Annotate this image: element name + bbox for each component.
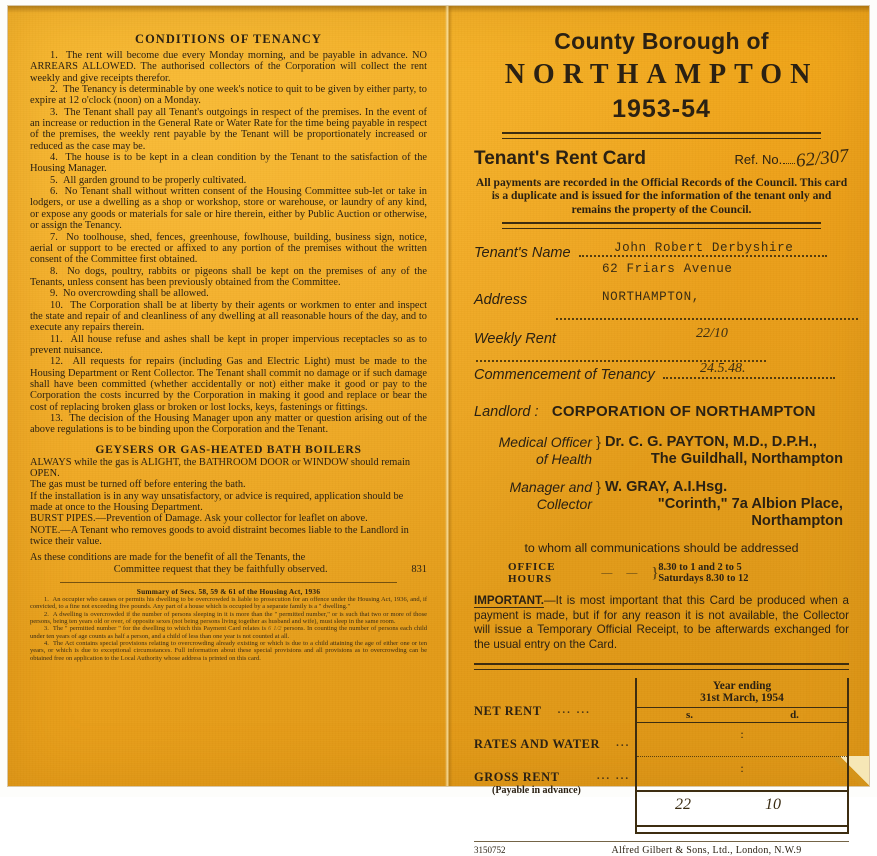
address-line-2: NORTHAMPTON, (602, 290, 700, 305)
clause-1 (30, 50, 427, 84)
tenant-name-label: Tenant's Name (474, 245, 571, 262)
clause-9 (30, 288, 427, 299)
summary-number: 3. (44, 625, 49, 633)
row-leader: ... ... (596, 769, 631, 782)
footer (474, 845, 849, 856)
title-divider (502, 132, 821, 139)
geysers-line-3: If the installation is in any way unsatisfactory, or advice is required, application should be made at once to the Housing Department. (30, 490, 404, 514)
office-hours-label: OFFICE HOURS (508, 561, 556, 586)
year-ending-caption (637, 678, 847, 707)
footer-divider (474, 841, 849, 842)
column-header-shillings: s. (685, 708, 694, 721)
rent-table (474, 678, 849, 834)
center-fold-crease (445, 6, 452, 786)
clause-number: 5. (50, 174, 58, 186)
row-label-rates-water: RATES AND WATER (474, 736, 601, 751)
closing-line-2: Committee request that they be faithfully observed. (113, 563, 328, 575)
summary-text: An occupier who causes or permits his dwelling to be overcrowded is liable to prosecution for an offence under the Housing Act, 1936, and, if convicted, to a fine not exceeding five pounds. Any part of a house which is occupied by a separate family is a " dwelling." (30, 596, 428, 611)
clause-13 (30, 413, 427, 436)
clause-2 (30, 84, 427, 107)
geysers-line-1: ALWAYS while the gas is ALIGHT, the BATHROOM DOOR or WINDOW should remain OPEN. (30, 456, 411, 480)
permitted-number-handwritten: 6 1/2 (268, 625, 282, 633)
row-label-net-rent: NET RENT (474, 703, 542, 718)
summary-item-3 (30, 625, 427, 640)
column-separator: : (740, 726, 744, 741)
left-page (8, 6, 445, 786)
rent-amount-box (635, 678, 849, 834)
medical-officer-value-line2: The Guildhall, Northampton (650, 451, 843, 468)
rent-table-labels (474, 678, 635, 834)
page-title: Tenant's Rent Card (474, 148, 647, 169)
clause-text: No overcrowding shall be allowed. (63, 288, 209, 300)
table-row (474, 704, 635, 737)
geysers-heading: GEYSERS OR GAS-HEATED BATH BOILERS (95, 442, 362, 456)
clause-text: The rent will become due every Monday morning, and be payable in advance. NO ARREARS ALLOWED. The authorised collectors of the Corporation will collect the rent weekly and give receipts therefor. (30, 50, 427, 84)
weekly-rent-field (474, 326, 849, 350)
commencement-leader (663, 365, 835, 379)
cell-gross-rent[interactable] (637, 792, 847, 825)
row-leader: ... (616, 736, 631, 749)
reference-number-field (734, 145, 850, 172)
gross-rent-label: GROSS RENT (474, 769, 560, 784)
important-notice (474, 594, 849, 652)
council-notice: All payments are recorded in the Official Records of the Council. This card is a duplicate and is issued for the information of the tenant only and remains the property of the Council. (475, 176, 848, 216)
clause-12 (30, 356, 427, 413)
clause-text: The Tenancy is determinable by one week's notice to quit to be given by either party, to expire at 12 o'clock (noon) on a Monday. (30, 84, 427, 107)
summary-item-1 (30, 596, 427, 611)
medical-officer-label-line2: of Health (535, 451, 592, 468)
summary-item-2 (30, 611, 427, 626)
address-line-1: 62 Friars Avenue (602, 262, 733, 277)
medical-officer-label-line1: Medical Officer (498, 434, 592, 451)
footer-publisher: Alfred Gilbert & Sons, Ltd., London, N.W.9 (611, 844, 802, 856)
clause-7 (30, 232, 427, 266)
communications-note: to whom all communications should be addressed (524, 541, 799, 556)
title-northampton: NORTHAMPTON (504, 59, 819, 90)
clause-10 (30, 300, 427, 334)
clause-5 (30, 175, 427, 186)
commencement-field (474, 361, 849, 385)
clause-number: 3. (50, 106, 58, 118)
summary-number: 4. (44, 639, 49, 647)
title-year: 1953-54 (612, 95, 711, 123)
year-caption-line2: 31st March, 1954 (700, 692, 784, 705)
summary-number: 2. (44, 610, 49, 618)
currency-column-headers (637, 707, 847, 723)
clause-text: All house refuse and ashes shall be kept in proper impervious receptacles so as to prevent nuisance. (30, 333, 427, 356)
manager-label (474, 479, 596, 513)
gross-rent-shillings: 22 (675, 795, 691, 813)
medical-officer-label (474, 434, 596, 468)
manager-value-line1: W. GRAY, A.I.Hsg. (605, 479, 728, 496)
title-county-borough: County Borough of (554, 28, 769, 54)
clause-number: 7. (50, 231, 58, 243)
table-bottom-border (637, 825, 847, 834)
brace-icon: } (596, 479, 602, 497)
clause-6 (30, 186, 427, 231)
weekly-rent-leader (476, 348, 766, 362)
clause-number: 1. (50, 50, 58, 61)
ref-leader-dots (783, 163, 795, 164)
clause-4 (30, 152, 427, 175)
closing-statement (30, 552, 427, 575)
gross-rent-pence: 10 (765, 795, 781, 813)
landlord-label: Landlord : (474, 404, 539, 421)
brace-icon: } (596, 434, 602, 452)
brace-icon: } (651, 564, 659, 581)
important-label: IMPORTANT. (474, 594, 544, 608)
right-page (452, 6, 869, 856)
notice-divider (502, 222, 821, 229)
summary-number: 1. (44, 596, 49, 604)
medical-officer-row (474, 434, 849, 468)
office-hours-dashes: —— (601, 567, 652, 580)
address-field (474, 262, 849, 314)
important-text: —It is most important that this Card be produced when a payment is made, but if for any reason it is not available, the Collector will issue a Temporary Official Receipt, to be afterwards exchanged for the usual entry on the Card. (474, 594, 849, 651)
clause-text: The Corporation shall be at liberty by their agents or workmen to enter and inspect the state and repair of and cleanliness of any dwelling at all reasonable hours of the day, and to execute any repairs therein. (30, 299, 427, 334)
manager-value-line2: "Corinth," 7a Albion Place, Northampton (657, 496, 843, 530)
weekly-rent-label: Weekly Rent (474, 331, 556, 348)
clause-number: 8. (50, 265, 58, 277)
address-leader (556, 306, 858, 320)
clause-8 (30, 266, 427, 289)
clause-text: No Tenant shall without written consent of the Housing Committee sub-let or take in lodgers, or use a dwelling as a shop or workshop, store or warehouse, or laundry of any kind, or expose any goods or materials for sale or hire therein, either by Public Auction or otherwise, or assign the Tenancy. (30, 186, 427, 232)
geysers-line-5: NOTE.—A Tenant who removes goods to avoid distraint becomes liable to the Landlord in twice their value. (30, 524, 409, 548)
clause-3 (30, 107, 427, 152)
clause-text: The decision of the Housing Manager upon any matter or question arising out of the above regulations is to be binding upon the Corporation and the Tenant. (30, 413, 427, 436)
manager-row (474, 479, 849, 530)
cell-rates-water[interactable] (637, 757, 847, 792)
address-label: Address (474, 292, 528, 309)
clause-number: 11. (50, 333, 63, 345)
table-top-divider (474, 663, 849, 670)
ref-label: Ref. No. (734, 152, 783, 167)
clause-number: 10. (50, 299, 63, 311)
conditions-heading: CONDITIONS OF TENANCY (135, 32, 322, 46)
office-hours-saturday: Saturdays 8.30 to 12 (658, 573, 749, 585)
clause-number: 4. (50, 152, 58, 164)
gross-rent-sublabel: (Payable in advance) (492, 784, 581, 796)
clause-number: 9. (50, 288, 58, 300)
clause-number: 13. (50, 413, 63, 424)
tenant-name-value: John Robert Derbyshire (614, 241, 794, 256)
card-title-row (474, 145, 850, 172)
clause-text: All requests for repairs (including Gas and Electric Light) must be made to the Housing Department or Rent Collector. The Tenant shall commit no damage or if such damage shall have been committed (whether accidentally or not) either make it good or pay to the Corporation the costs incurred by the Corporation in making it good and replace or bear the cost of replacing broken glass or broken or lost locks, keys, fastenings or fittings. (30, 356, 427, 413)
summary-text: A dwelling is overcrowded if the number of persons sleeping in it is more than the " permitted number," or is such that two or more of those persons, being ten years old or over, of opposite sexes (not being persons living together as husband and wife), must sleep in the same room. (30, 610, 428, 626)
tenant-name-field (474, 243, 849, 263)
form-number: 831 (411, 563, 427, 575)
manager-value (605, 479, 849, 530)
weekly-rent-value: 22/10 (696, 326, 728, 342)
manager-label-line2: Collector (536, 496, 592, 513)
summary-text-after: persons. In counting the number of persons each child under ten years of age counts as half a person, and a child of less than one year is not counted at all. (30, 625, 428, 640)
medical-officer-value-line1: Dr. C. G. PAYTON, M.D., D.P.H., (605, 434, 817, 451)
summary-text: The Act contains special provisions relating to overcrowding already existing or which is due to a child attaining the age of either one or ten years, or which is due to exceptional circumstances. Full information about these special provisions and all provisions as to overcrowding can be obtained free on application to the Local Authority whose address is printed on this card. (30, 639, 428, 662)
clause-text: The Tenant shall pay all Tenant's outgoings in respect of the premises. In the event of an increase or reduction in the General Rate or Water Rate for the time being payable in respect of the premises, the weekly rent payable by the Tenant will be proportionately increased or reduced as the case may be. (30, 106, 427, 152)
footer-code: 3150752 (474, 844, 506, 855)
clause-number: 2. (50, 84, 58, 96)
clause-text: The house is to be kept in a clean condition by the Tenant to the satisfaction of the Housing Manager. (30, 152, 427, 175)
commencement-label: Commencement of Tenancy (474, 367, 655, 384)
clause-text: All garden ground to be properly cultivated. (63, 174, 247, 186)
clause-text: No toolhouse, shed, fences, greenhouse, fowlhouse, building, business sign, notice, aerial or support to be erected or affixed to any portion of the premises without the written consent of the Committee first obtained. (30, 231, 427, 266)
ref-value-handwritten: 62/307 (795, 145, 850, 172)
rent-card (8, 6, 869, 856)
table-row (474, 770, 635, 803)
clause-number: 12. (50, 356, 63, 368)
geysers-line-2: The gas must be turned off before entering the bath. (30, 479, 246, 491)
cell-net-rent[interactable] (637, 723, 847, 757)
row-label-gross-rent (474, 770, 581, 796)
manager-label-line1: Manager and (509, 479, 592, 496)
geysers-line-4: BURST PIPES.—Prevention of Damage. Ask your collector for leaflet on above. (30, 513, 368, 525)
column-separator: : (740, 760, 744, 775)
table-row (474, 737, 635, 770)
column-header-pence: d. (790, 708, 799, 721)
medical-officer-value (605, 434, 849, 468)
office-hours-values (658, 562, 849, 585)
row-leader: ... ... (557, 703, 591, 716)
summary-heading: Summary of Secs. 58, 59 & 61 of the Housing Act, 1936 (136, 587, 321, 597)
clause-text: No dogs, poultry, rabbits or pigeons shall be kept on the premises of any of the Tenants, unless consent has been previously obtained from the Committee. (30, 265, 427, 288)
office-hours-weekday: 8.30 to 1 and 2 to 5 (658, 561, 742, 573)
commencement-value: 24.5.48. (700, 361, 746, 377)
clause-number: 6. (50, 186, 58, 198)
clause-11 (30, 334, 427, 357)
divider (60, 582, 397, 583)
summary-text: The " permitted number " for the dwelling to which this Payment Card relates is (52, 625, 267, 633)
summary-item-4 (30, 640, 427, 662)
landlord-row (474, 403, 849, 421)
closing-line-1: As these conditions are made for the benefit of all the Tenants, the (30, 552, 306, 564)
landlord-value: CORPORATION OF NORTHAMPTON (551, 403, 816, 421)
year-caption-line1: Year ending (712, 679, 772, 692)
office-hours-row (474, 561, 849, 585)
